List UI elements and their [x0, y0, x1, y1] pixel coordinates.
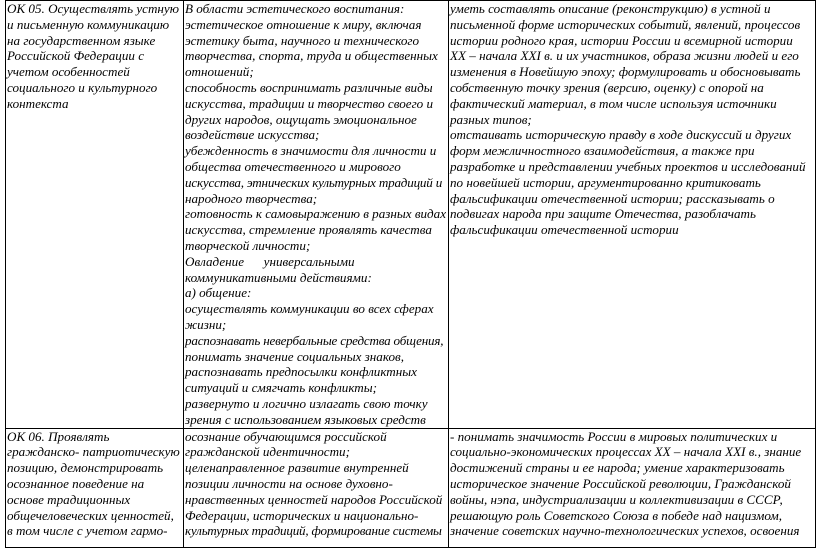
text-line: общества отечественного и мирового [185, 158, 401, 174]
text-line: на государственном языке [7, 32, 156, 48]
text-line: фальсификации отечественной истории [450, 222, 679, 238]
text-line: искусства, этнических культурных традиций и [185, 174, 443, 190]
competency-cell [6, 428, 184, 547]
text-line: историческое значение Российской революции, Гражданской [450, 475, 791, 491]
skills-cell [449, 1, 816, 429]
text-line: разработке и представлении учебных проектов и исследований [450, 158, 806, 174]
text-line: развернуто и логично излагать свою точку [185, 395, 428, 411]
text-line: других народов, ощущать эмоциональное [185, 111, 417, 127]
text-line: собственную точку зрения (версию, оценку) с опорой на [450, 79, 764, 95]
text-line: социально-экономических процессах XX – начала XXI в., знание [450, 444, 802, 460]
skills-cell [449, 428, 816, 547]
text-line: эстетическое отношение к миру, включая [185, 16, 422, 32]
text-line: отношений; [185, 64, 254, 80]
text-line: гражданской идентичности; [185, 444, 350, 460]
text-line: и письменную коммуникацию [7, 16, 170, 32]
text-line: а) общение: [185, 285, 252, 301]
text-line: общечеловеческих ценностей, [7, 507, 174, 523]
text-line: распознавать невербальные средства общения, [185, 332, 444, 348]
competency-cell [6, 1, 184, 429]
text-line: воздействие искусства; [185, 127, 320, 143]
text-line: искусства, стремление проявлять качества [185, 222, 432, 238]
text-line: изменения в Новейшую эпоху; формулировать и обосновывать [450, 64, 801, 80]
text-line: распознавать предпосылки конфликтных [185, 364, 417, 380]
text-line: творчества, спорта, труда и общественных [185, 48, 438, 64]
text-line: форм межличностного взаимодействия, а также при [450, 143, 755, 159]
text-line: Овладение универсальными [185, 253, 355, 269]
text-line: нравственных ценностей народов Российской [185, 491, 443, 507]
text-line: истории родного края, истории России и всемирной истории [450, 32, 793, 48]
text-line: - понимать значимость России в мировых политических и [450, 428, 778, 444]
text-line: жизни; [185, 316, 227, 332]
text-line: осуществлять коммуникации во всех сферах [185, 301, 434, 317]
text-line: осознанное поведение на [7, 475, 145, 491]
text-line: по новейшей истории, аргументированно критиковать [450, 174, 761, 190]
text-line: способность воспринимать различные виды [185, 79, 433, 95]
text-line: готовность к самовыражению в разных видах [185, 206, 447, 222]
text-line: зрения с использованием языковых средств [185, 411, 426, 427]
text-line: учетом особенностей [7, 64, 130, 80]
text-line: коммуникативными действиями: [185, 269, 372, 285]
text-line: социального и культурного [7, 79, 158, 95]
text-line: убежденность в значимости для личности и [185, 143, 437, 159]
text-line: решающую роль Советского Союза в победе над нацизмом, [450, 507, 783, 523]
text-line: подвигах народа при защите Отечества, разоблачать [450, 206, 756, 222]
competency-table [5, 0, 816, 548]
text-line: ОК 06. Проявлять [7, 428, 110, 444]
text-line: творческой личности; [185, 237, 311, 253]
text-line: письменной форме исторических событий, явлений, процессов [450, 16, 801, 32]
text-line: осознание обучающимся российской [185, 428, 387, 444]
text-line: понимать значение социальных знаков, [185, 348, 404, 364]
text-line: ситуаций и смягчать конфликты; [185, 380, 377, 396]
text-line: культурных традиций, формирование системы [185, 523, 442, 539]
text-line: XX – начала XXI в. и их участников, образа жизни людей и его [450, 48, 799, 64]
text-line: гражданско- патриотическую [7, 444, 180, 460]
results-cell [184, 1, 449, 429]
text-line: уметь составлять описание (реконструкцию) в устной и [450, 1, 771, 16]
text-line: Федерации, исторических и национально- [185, 507, 419, 523]
text-line: разных типов; [450, 111, 532, 127]
text-line: значение советских научно-технологических успехов, освоения [450, 523, 800, 539]
text-line: войны, нэпа, индустриализации и коллективизации в СССР, [450, 491, 783, 507]
text-line: позиции личности на основе духовно- [185, 475, 393, 491]
table-row [6, 428, 816, 547]
text-line: фальсификации отечественной истории; рассказывать о [450, 190, 775, 206]
text-line: достижений страны и ее народа; умение характеризовать [450, 460, 785, 476]
text-line: позицию, демонстрировать [7, 460, 164, 476]
text-line: ОК 05. Осуществлять устную [7, 1, 179, 16]
text-line: эстетику быта, научного и технического [185, 32, 420, 48]
text-line: Российской Федерации с [7, 48, 145, 64]
text-line: контекста [7, 95, 69, 111]
table-row [6, 1, 816, 429]
text-line: В области эстетического воспитания: [185, 1, 405, 16]
results-cell [184, 428, 449, 547]
text-line: фактический материал, в том числе используя источники [450, 95, 777, 111]
document-page [5, 0, 810, 539]
text-line: целенаправленное развитие внутренней [185, 460, 409, 476]
text-line: основе традиционных [7, 491, 131, 507]
text-line: отстаивать историческую правду в ходе дискуссий и других [450, 127, 792, 143]
text-line: в том числе с учетом гармо- [7, 523, 168, 539]
text-line: искусства, традиции и творчество своего и [185, 95, 434, 111]
text-line: народного творчества; [185, 190, 318, 206]
